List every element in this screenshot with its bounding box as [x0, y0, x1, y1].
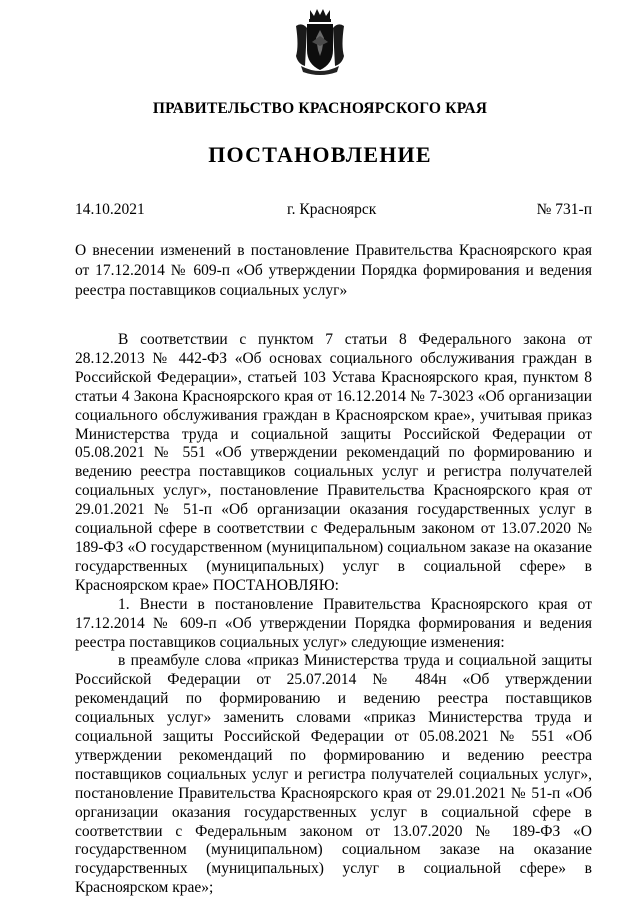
document-body — [75, 331, 592, 898]
document-city: г. Красноярск — [287, 201, 377, 218]
document-number: № 731-п — [536, 201, 592, 218]
body-paragraph-amendment: в преамбуле слова «приказ Министерства труда и социальной защиты Российской Федерации от 25.07.2014 № 484н «Об утверждении рекомендаций по формированию и ведению реестра поставщиков социальных услуг» заменить словами «приказ Министерства труда и социальной защиты Российской Федерации от 05.08.2021 № 551 «Об утверждении рекомендаций по формированию и ведению реестра поставщиков социальных услуг и регистра получателей социальных услуг», постановление Правительства Красноярского края от 29.01.2021 № 51-п «Об организации оказания государственных услуг в социальной сфере в соответствии с Федеральным законом от 13.07.2020 № 189-ФЗ «О государственном (муниципальном) социальном заказе на оказание государственных (муниципальных) услуг в социальной сфере» в Красноярском крае»; — [75, 652, 592, 897]
document-title: О внесении изменений в постановление Правительства Красноярского края от 17.12.2014 № 609-п «Об утверждении Порядка формирования и ведения реестра поставщиков социальных услуг» — [75, 242, 592, 299]
government-name: ПРАВИТЕЛЬСТВО КРАСНОЯРСКОГО КРАЯ — [152, 100, 488, 117]
body-paragraph-preamble: В соответствии с пунктом 7 статьи 8 Федерального закона от 28.12.2013 № 442-ФЗ «Об основах социального обслуживания граждан в Российской Федерации», статьей 103 Устава Красноярского края, пунктом 8 статьи 4 Закона Красноярского края от 16.12.2014 № 7-3023 «Об организации социального обслуживания граждан в Красноярском крае», учитывая приказ Министерства труда и социальной защиты Российской Федерации от 05.08.2021 № 551 «Об утверждении рекомендаций по формированию и ведению реестра поставщиков социальных услуг и регистра получателей социальных услуг», постановление Правительства Красноярского края от 29.01.2021 № 51-п «Об организации оказания государственных услуг в социальной сфере в соответствии с Федеральным законом от 13.07.2020 № 189-ФЗ «О государственном (муниципальном) социальном заказе на оказание государственных (муниципальных) услуг в социальной сфере» в Красноярском крае» ПОСТАНОВЛЯЮ: — [75, 331, 592, 594]
body-paragraph-item-1: 1. Внести в постановление Правительства Красноярского края от 17.12.2014 № 609-п «Об утверждении Порядка формирования и ведения реестра поставщиков социальных услуг» следующие изменения: — [75, 595, 592, 651]
document-date: 14.10.2021 — [75, 201, 145, 218]
document-type: ПОСТАНОВЛЕНИЕ — [208, 142, 432, 167]
coat-of-arms-icon — [293, 6, 347, 76]
